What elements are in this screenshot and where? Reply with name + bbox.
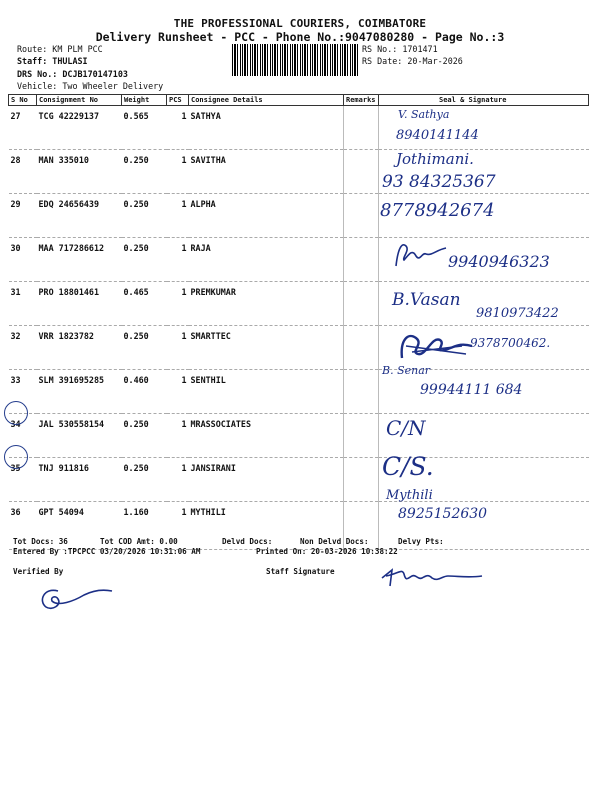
handwritten-phone: 9378700462. [470,336,551,350]
circle-mark-34 [4,401,28,425]
cell-consignment: TCG 42229137 [37,106,122,150]
cell-remarks [344,326,379,370]
col-consignment-header: Consignment No [37,95,122,106]
cell-remarks [344,238,379,282]
cell-pcs: 1 [167,238,189,282]
table-row [9,194,589,238]
cell-sno: 31 [9,282,37,326]
handwritten-phone: 8940141144 [396,128,479,143]
table-row [9,150,589,194]
delivered-docs: Delvd Docs: [222,537,273,546]
company-title: THE PROFESSIONAL COURIERS, COIMBATORE [173,17,427,30]
cell-sno: 34 [9,414,37,458]
table-row [9,106,589,150]
printed-on: Printed On: 20-03-2026 10:38:22 [256,547,398,556]
staff-signature-label: Staff Signature [266,567,335,576]
cell-consignment: GPT 54094 [37,502,122,550]
cell-consignee: MYTHILI [189,502,344,550]
handwritten-signature: B. Senar [382,364,431,377]
cell-remarks [344,282,379,326]
cell-pcs: 1 [167,502,189,550]
cell-consignee: SATHYA [189,106,344,150]
col-seal-header: Seal & Signature [379,95,589,106]
cell-remarks [344,414,379,458]
handwritten-signature: Mythili [386,488,433,503]
cell-consignment: SLM 391695285 [37,370,122,414]
table-row [9,458,589,502]
cell-sno: 29 [9,194,37,238]
handwritten-remark: C/S. [382,452,434,481]
rs-date-label: RS Date: 20-Mar-2026 [362,56,463,66]
col-remarks-header: Remarks [344,95,379,106]
cell-weight: 0.250 [122,326,167,370]
cell-remarks [344,150,379,194]
entered-by: Entered By :TPCPCC 03/20/2026 10:31:06 AM [13,547,201,556]
cell-pcs: 1 [167,326,189,370]
staff-label: Staff: THULASI [17,56,88,66]
cell-weight: 0.465 [122,282,167,326]
runsheet-subtitle: Delivery Runsheet - PCC - Phone No.:9047080280 - Page No.:3 [95,30,505,44]
vehicle-label: Vehicle: Two Wheeler Delivery [17,81,164,91]
cell-consignment: VRR 1823782 [37,326,122,370]
table-row [9,414,589,458]
table-row [9,502,589,550]
col-pcs-header: PCS [167,95,189,106]
handwritten-remark: C/N [386,416,426,440]
cell-consignee: ALPHA [189,194,344,238]
runsheet-table [8,94,589,550]
scribble-signature-icon [392,238,452,270]
cell-pcs: 1 [167,150,189,194]
cell-consignment: MAN 335010 [37,150,122,194]
cell-sno: 35 [9,458,37,502]
cell-weight: 0.565 [122,106,167,150]
route-label: Route: KM PLM PCC [17,44,103,54]
circle-mark-35 [4,445,28,469]
cell-consignment: MAA 717286612 [37,238,122,282]
handwritten-signature: B.Vasan [392,290,461,310]
col-consignee-header: Consignee Details [189,95,344,106]
handwritten-phone: 8778942674 [380,200,495,221]
staff-signature-icon [378,564,488,590]
cell-sno: 33 [9,370,37,414]
cell-consignment: TNJ 911816 [37,458,122,502]
cell-sno: 36 [9,502,37,550]
cell-consignee: PREMKUMAR [189,282,344,326]
delivery-points: Delvy Pts: [398,537,444,546]
cell-consignee: RAJA [189,238,344,282]
drs-label: DRS No.: DCJB170147103 [17,69,128,79]
handwritten-phone: 99944111 684 [420,382,523,398]
cell-weight: 0.250 [122,458,167,502]
cell-weight: 0.250 [122,414,167,458]
cell-consignment: JAL 530558154 [37,414,122,458]
handwritten-phone: 9940946323 [448,252,550,271]
cell-consignment: EDQ 24656439 [37,194,122,238]
total-docs: Tot Docs: 36 [13,537,68,546]
cell-pcs: 1 [167,414,189,458]
col-weight-header: Weight [122,95,167,106]
rs-no-label: RS No.: 1701471 [362,44,438,54]
handwritten-signature: Jothimani. [396,150,474,168]
cell-consignee: SAVITHA [189,150,344,194]
cell-weight: 0.460 [122,370,167,414]
cell-remarks [344,194,379,238]
total-cod: Tot COD Amt: 0.00 [100,537,178,546]
cell-weight: 0.250 [122,238,167,282]
cell-consignee: SMARTTEC [189,326,344,370]
cell-pcs: 1 [167,282,189,326]
cell-remarks [344,370,379,414]
cell-pcs: 1 [167,458,189,502]
cell-weight: 0.250 [122,150,167,194]
cell-pcs: 1 [167,370,189,414]
non-delivered-docs: Non Delvd Docs: [300,537,369,546]
cell-consignee: SENTHIL [189,370,344,414]
handwritten-phone: 9810973422 [476,306,559,321]
cell-sno: 28 [9,150,37,194]
handwritten-phone: 93 84325367 [382,172,496,192]
cell-pcs: 1 [167,106,189,150]
cell-consignee: MRASSOCIATES [189,414,344,458]
cell-consignment: PRO 18801461 [37,282,122,326]
cell-sno: 30 [9,238,37,282]
cell-weight: 0.250 [122,194,167,238]
cell-sno: 27 [9,106,37,150]
cell-remarks [344,106,379,150]
table-header-row [9,95,589,106]
handwritten-signature: V. Sathya [398,108,450,121]
cell-consignee: JANSIRANI [189,458,344,502]
verified-by-label: Verified By [13,567,64,576]
cell-pcs: 1 [167,194,189,238]
barcode-image [232,44,358,76]
verifier-signature-icon [36,583,116,613]
scribble-signature-icon [396,328,476,364]
cell-weight: 1.160 [122,502,167,550]
cell-remarks [344,458,379,502]
handwritten-phone: 8925152630 [398,506,488,522]
cell-sno: 32 [9,326,37,370]
col-sno-header: S No [9,95,37,106]
